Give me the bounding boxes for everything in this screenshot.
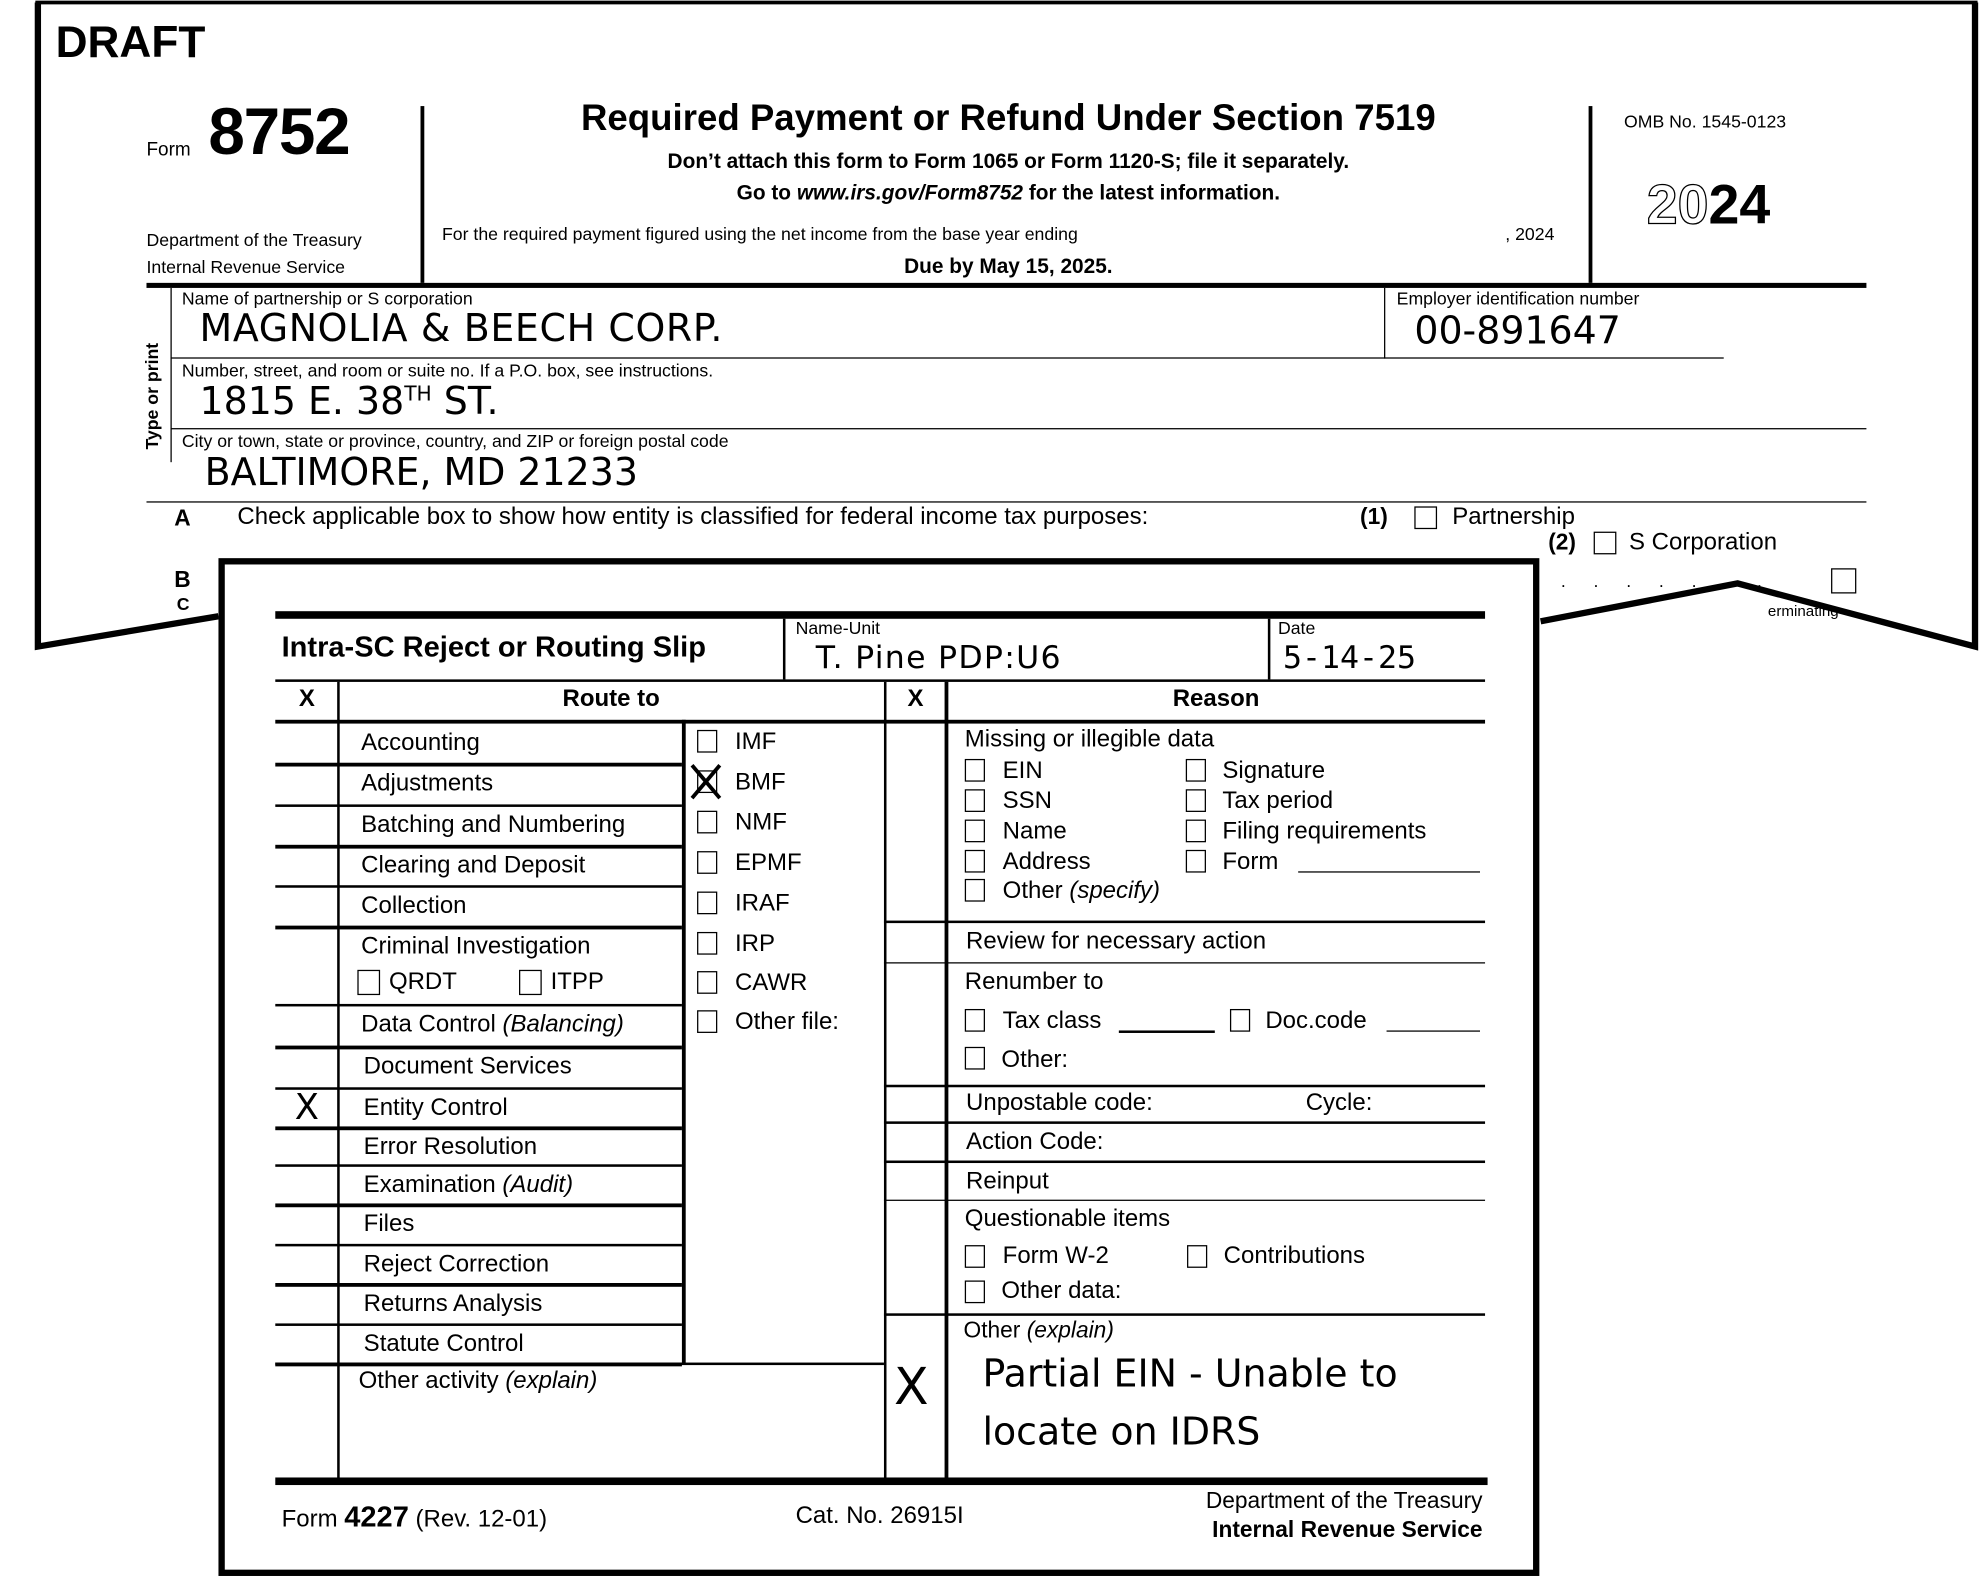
route-item[interactable] bbox=[361, 852, 585, 880]
type-or-print-label: Type or print bbox=[141, 342, 162, 450]
route-item-italic: (Audit) bbox=[502, 1171, 574, 1199]
route-item-label: Reject Correction bbox=[363, 1251, 550, 1278]
route-item-label: Error Resolution bbox=[363, 1133, 538, 1161]
footer-cat-no: Cat. No. 26915I bbox=[795, 1502, 964, 1530]
line-b-checkbox[interactable] bbox=[1831, 568, 1856, 593]
form-subtitle-1: Don’t attach this form to Form 1065 or Form 1120-S; file it separately. bbox=[667, 150, 1350, 174]
other-explain-italic: (explain) bbox=[1026, 1317, 1114, 1343]
route-x-cell[interactable] bbox=[278, 1167, 336, 1201]
route-item[interactable] bbox=[364, 1134, 537, 1162]
route-item[interactable] bbox=[361, 812, 625, 840]
divider bbox=[682, 720, 686, 1364]
route-item-label: Statute Control bbox=[363, 1330, 524, 1358]
street-value: 1815 E. 38 bbox=[199, 380, 405, 425]
form-word: Form bbox=[146, 138, 191, 161]
name-label: Name of partnership or S corporation bbox=[181, 287, 473, 309]
file-label: IRAF bbox=[734, 890, 790, 917]
divider bbox=[275, 1203, 682, 1207]
line-a-text: Check applicable box to show how entity is classified for federal income tax purposes: bbox=[237, 503, 1149, 531]
route-item[interactable] bbox=[364, 1211, 415, 1239]
divider bbox=[884, 1313, 1485, 1316]
divider bbox=[275, 679, 1485, 682]
divider bbox=[1268, 619, 1271, 680]
other-activity-label bbox=[359, 1368, 598, 1396]
ci-qrdt-label: QRDT bbox=[388, 968, 457, 996]
name-unit-label: Name-Unit bbox=[795, 617, 881, 638]
divider bbox=[275, 720, 1485, 724]
missing-filing-label: Filing requirements bbox=[1222, 818, 1427, 845]
unpostable-label: Unpostable code: bbox=[966, 1089, 1153, 1117]
route-item[interactable] bbox=[364, 1291, 543, 1319]
file-label: IRP bbox=[734, 930, 775, 958]
divider bbox=[884, 1200, 1485, 1201]
route-item[interactable] bbox=[361, 1012, 624, 1040]
file-nmf-checkbox[interactable] bbox=[697, 811, 717, 834]
missing-form-checkbox[interactable] bbox=[1186, 850, 1206, 873]
divider bbox=[275, 1323, 682, 1326]
city-field[interactable]: BALTIMORE, MD 21233 bbox=[204, 450, 638, 496]
dept-line2: Internal Revenue Service bbox=[146, 256, 346, 277]
divider bbox=[275, 1164, 682, 1167]
form-w2-label: Form W-2 bbox=[1002, 1242, 1109, 1270]
route-x-cell[interactable] bbox=[278, 928, 336, 1001]
tax-class-label: Tax class bbox=[1002, 1007, 1102, 1035]
file-label: EPMF bbox=[734, 849, 802, 877]
missing-other-label bbox=[1003, 878, 1160, 906]
street-field[interactable] bbox=[200, 381, 499, 425]
footer-dept-1: Department of the Treasury bbox=[1205, 1487, 1483, 1513]
missing-tax-checkbox[interactable] bbox=[1186, 789, 1206, 812]
divider bbox=[146, 501, 1866, 502]
doc-code-checkbox[interactable] bbox=[1230, 1009, 1250, 1032]
street-superscript: TH bbox=[404, 381, 432, 406]
opt2-label: S Corporation bbox=[1629, 529, 1778, 556]
divider bbox=[275, 1087, 682, 1090]
other-explain-x-mark[interactable]: X bbox=[894, 1358, 929, 1417]
cycle-label: Cycle: bbox=[1305, 1089, 1373, 1117]
route-item-label: Data Control bbox=[361, 1011, 496, 1039]
route-x-cell[interactable] bbox=[278, 807, 336, 842]
file-imf-checkbox[interactable] bbox=[697, 730, 717, 753]
route-item-label: Files bbox=[363, 1211, 415, 1238]
route-x-cell[interactable] bbox=[278, 1326, 336, 1360]
other-explain-line2[interactable]: locate on IDRS bbox=[982, 1410, 1261, 1455]
file-epmf-checkbox[interactable] bbox=[697, 851, 717, 874]
missing-other-italic: (specify) bbox=[1069, 877, 1161, 905]
route-item-label: Document Services bbox=[363, 1053, 572, 1080]
route-item-italic: (Balancing) bbox=[502, 1011, 624, 1039]
route-x-cell[interactable] bbox=[278, 1006, 336, 1043]
route-item-label: Accounting bbox=[361, 729, 480, 757]
form-subtitle-2 bbox=[429, 182, 1587, 206]
street-label: Number, street, and room or suite no. If a P.O. box, see instructions. bbox=[181, 359, 714, 381]
file-label: IMF bbox=[734, 728, 777, 756]
other-activity-italic: (explain) bbox=[505, 1367, 598, 1395]
route-x-cell[interactable] bbox=[278, 1246, 336, 1280]
missing-address-checkbox[interactable] bbox=[965, 850, 985, 873]
tax-year-bold: 24 bbox=[1708, 174, 1771, 237]
route-item[interactable] bbox=[364, 1095, 508, 1123]
omb-number: OMB No. 1545-0123 bbox=[1623, 111, 1787, 132]
file-label: CAWR bbox=[734, 969, 808, 997]
opt1-label: Partnership bbox=[1452, 503, 1575, 531]
divider bbox=[275, 1283, 682, 1287]
file-iraf-checkbox[interactable] bbox=[697, 892, 717, 915]
missing-signature-label: Signature bbox=[1222, 757, 1326, 785]
route-item-label: Returns Analysis bbox=[363, 1290, 543, 1318]
file-label: BMF bbox=[734, 769, 786, 796]
dept-line1: Department of the Treasury bbox=[146, 229, 362, 251]
route-item[interactable] bbox=[361, 730, 480, 758]
renumber-other-label: Other: bbox=[1001, 1046, 1069, 1074]
line-a-letter: A bbox=[174, 505, 191, 531]
tax-year bbox=[1647, 174, 1771, 238]
missing-ein-label: EIN bbox=[1002, 757, 1043, 785]
route-item-label: Entity Control bbox=[363, 1094, 508, 1122]
route-item[interactable] bbox=[364, 1251, 549, 1279]
name-unit-field[interactable]: T. Pine PDP:U6 bbox=[815, 638, 1062, 676]
route-x-header: X bbox=[298, 685, 315, 713]
doc-code-blank[interactable] bbox=[1387, 1030, 1480, 1031]
route-item[interactable] bbox=[361, 933, 590, 961]
divider bbox=[275, 1046, 682, 1050]
reinput-label: Reinput bbox=[966, 1168, 1049, 1195]
divider bbox=[275, 1477, 1487, 1485]
form-number: 8752 bbox=[208, 95, 350, 170]
divider bbox=[884, 1121, 1485, 1124]
missing-ein-checkbox[interactable] bbox=[965, 759, 985, 782]
name-field[interactable]: MAGNOLIA & BEECH CORP. bbox=[199, 306, 724, 352]
missing-other-text: Other bbox=[1002, 877, 1063, 905]
footer-form bbox=[282, 1500, 548, 1534]
divider bbox=[275, 804, 682, 807]
divider bbox=[1384, 288, 1385, 359]
missing-form-label: Form bbox=[1222, 848, 1279, 876]
route-item[interactable] bbox=[364, 1331, 524, 1359]
other-data-checkbox[interactable] bbox=[965, 1280, 985, 1303]
footer-form-word: Form bbox=[281, 1506, 338, 1534]
divider bbox=[421, 106, 425, 283]
line-b-letter: B bbox=[174, 566, 191, 593]
route-item[interactable] bbox=[364, 1172, 573, 1200]
missing-name-label: Name bbox=[1002, 818, 1067, 845]
route-item[interactable] bbox=[364, 1053, 572, 1081]
missing-address-label: Address bbox=[1002, 848, 1091, 876]
street-value-end: ST. bbox=[431, 380, 499, 425]
other-explain-text: Other bbox=[963, 1317, 1021, 1343]
route-x-cell[interactable] bbox=[278, 888, 336, 923]
missing-filing-checkbox[interactable] bbox=[1186, 820, 1206, 843]
ein-field[interactable]: 00-891647 bbox=[1414, 309, 1621, 354]
divider bbox=[170, 428, 1866, 429]
date-field[interactable]: 5-14-25 bbox=[1283, 638, 1417, 676]
review-label: Review for necessary action bbox=[966, 928, 1267, 955]
file-bmf-checkbox[interactable] bbox=[697, 770, 717, 793]
other-activity-text: Other activity bbox=[358, 1367, 499, 1395]
base-year-suffix: , 2024 bbox=[1505, 223, 1555, 244]
divider bbox=[275, 763, 682, 767]
file-cawr-checkbox[interactable] bbox=[697, 971, 717, 994]
file-label: Other file: bbox=[734, 1008, 839, 1036]
footer-dept-2: Internal Revenue Service bbox=[1212, 1516, 1483, 1542]
route-item-label: Examination bbox=[363, 1171, 496, 1199]
ein-label: Employer identification number bbox=[1396, 287, 1640, 309]
tax-class-blank[interactable] bbox=[1119, 1030, 1215, 1033]
doc-code-label: Doc.code bbox=[1265, 1007, 1367, 1035]
ci-itpp-label: ITPP bbox=[550, 968, 604, 996]
route-item-label: Clearing and Deposit bbox=[361, 852, 586, 879]
contributions-label: Contributions bbox=[1223, 1242, 1366, 1270]
base-year-text: For the required payment figured using the net income from the base year ending bbox=[441, 223, 1078, 244]
city-label: City or town, state or province, country, and ZIP or foreign postal code bbox=[181, 430, 729, 451]
slip-title: Intra-SC Reject or Routing Slip bbox=[281, 630, 707, 663]
footer-form-number: 4227 bbox=[344, 1500, 409, 1534]
file-irp-checkbox[interactable] bbox=[697, 932, 717, 955]
divider bbox=[275, 1004, 682, 1007]
form-title: Required Payment or Refund Under Section 7519 bbox=[580, 98, 1436, 139]
reason-x-header: X bbox=[907, 685, 924, 713]
route-item[interactable] bbox=[361, 770, 493, 798]
subtitle-suffix: for the latest information. bbox=[1023, 181, 1281, 205]
leader-dots: ....... bbox=[1560, 570, 1790, 591]
divider bbox=[945, 682, 949, 1480]
missing-signature-checkbox[interactable] bbox=[1186, 759, 1206, 782]
line-c-letter: C bbox=[176, 593, 190, 614]
divider bbox=[337, 682, 340, 1480]
route-x-mark[interactable]: X bbox=[294, 1086, 319, 1128]
irs-link[interactable]: www.irs.gov/Form8752 bbox=[796, 181, 1024, 205]
divider bbox=[275, 1126, 682, 1130]
tax-class-checkbox[interactable] bbox=[965, 1009, 985, 1032]
missing-ssn-checkbox[interactable] bbox=[965, 789, 985, 812]
route-x-cell[interactable] bbox=[278, 1129, 336, 1162]
action-code-label: Action Code: bbox=[966, 1128, 1104, 1156]
footer-revision: (Rev. 12-01) bbox=[415, 1506, 548, 1534]
divider bbox=[275, 1363, 682, 1367]
draft-label: DRAFT bbox=[55, 17, 206, 67]
other-explain-line1[interactable]: Partial EIN - Unable to bbox=[982, 1352, 1398, 1397]
missing-name-checkbox[interactable] bbox=[965, 820, 985, 843]
form-w2-checkbox[interactable] bbox=[965, 1245, 985, 1268]
ci-itpp-checkbox[interactable] bbox=[519, 970, 542, 995]
route-x-cell[interactable] bbox=[278, 765, 336, 802]
questionable-title: Questionable items bbox=[964, 1205, 1171, 1233]
divider bbox=[1589, 106, 1593, 283]
divider bbox=[884, 921, 1485, 924]
contributions-checkbox[interactable] bbox=[1187, 1245, 1207, 1268]
route-x-cell[interactable] bbox=[278, 725, 336, 760]
other-explain-label bbox=[964, 1317, 1114, 1343]
due-date: Due by May 15, 2025. bbox=[904, 255, 1113, 278]
ci-qrdt-checkbox[interactable] bbox=[357, 970, 380, 995]
missing-ssn-label: SSN bbox=[1002, 787, 1053, 815]
divider bbox=[783, 619, 786, 680]
divider bbox=[884, 962, 1485, 963]
route-to-header: Route to bbox=[562, 685, 660, 713]
file-label: NMF bbox=[734, 809, 787, 836]
reason-header: Reason bbox=[1172, 685, 1260, 713]
divider bbox=[884, 1161, 1485, 1164]
divider bbox=[170, 357, 1723, 358]
route-x-cell[interactable] bbox=[278, 1048, 336, 1085]
line-c-fragment: erminating bbox=[1767, 602, 1839, 621]
file-otherfile-checkbox[interactable] bbox=[697, 1010, 717, 1033]
divider bbox=[275, 1244, 682, 1247]
renumber-title: Renumber to bbox=[964, 968, 1104, 996]
route-x-cell[interactable] bbox=[278, 847, 336, 882]
route-item-label: Batching and Numbering bbox=[361, 811, 626, 839]
divider bbox=[884, 1085, 1485, 1088]
divider bbox=[275, 885, 682, 888]
date-label: Date bbox=[1277, 617, 1316, 638]
route-item-label: Collection bbox=[361, 892, 467, 920]
route-item-label: Adjustments bbox=[361, 770, 494, 797]
subtitle-prefix: Go to bbox=[736, 181, 797, 205]
renumber-other-checkbox[interactable] bbox=[965, 1047, 985, 1070]
partnership-checkbox[interactable] bbox=[1414, 506, 1437, 529]
other-data-label: Other data: bbox=[1001, 1277, 1122, 1305]
divider bbox=[275, 845, 682, 849]
tax-year-outline: 20 bbox=[1646, 174, 1709, 237]
divider bbox=[170, 288, 171, 462]
route-item-label: Criminal Investigation bbox=[361, 933, 591, 960]
opt1-number: (1) bbox=[1360, 503, 1388, 530]
missing-tax-label: Tax period bbox=[1222, 787, 1334, 815]
route-x-cell[interactable] bbox=[278, 1286, 336, 1321]
divider bbox=[275, 926, 682, 930]
form-blank-line bbox=[1298, 871, 1480, 872]
missing-other-checkbox[interactable] bbox=[965, 879, 985, 902]
divider bbox=[884, 682, 887, 1480]
route-item[interactable] bbox=[361, 893, 466, 921]
route-x-cell[interactable] bbox=[278, 1206, 336, 1241]
opt2-number: (2) bbox=[1548, 529, 1576, 555]
s-corp-checkbox[interactable] bbox=[1594, 532, 1617, 555]
check-x-icon bbox=[692, 765, 720, 798]
missing-data-title: Missing or illegible data bbox=[964, 726, 1215, 753]
